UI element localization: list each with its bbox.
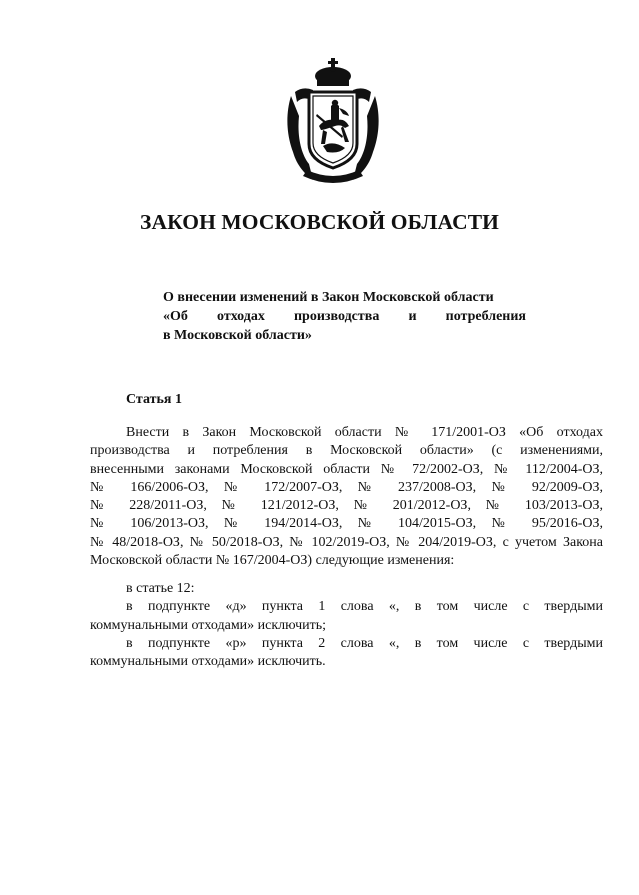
change-line: в подпункте «д» пункта 1 слова «, в том числе с твердыми [126, 599, 603, 615]
changes-list [90, 580, 603, 671]
change-line: коммунальными отходами» исключить; [90, 617, 327, 633]
change-line: коммунальными отходами» исключить. [90, 654, 326, 670]
paragraph-line: № 166/2006-ОЗ, № 172/2007-ОЗ, № 237/2008-ОЗ, № 92/2009-ОЗ, [90, 479, 603, 495]
paragraph-line: Московской области № 167/2004-ОЗ) следующие изменения: [90, 553, 455, 569]
paragraph-line: № 48/2018-ОЗ, № 50/2018-ОЗ, № 102/2019-ОЗ, № 204/2019-ОЗ, с учетом Закона [90, 534, 603, 550]
article-heading: Статья 1 [126, 392, 182, 407]
paragraph-line: № 228/2011-ОЗ, № 121/2012-ОЗ, № 201/2012-ОЗ, № 103/2013-ОЗ, [90, 498, 603, 514]
subject-line: «Об отходах производства и потребления [163, 309, 526, 324]
article-paragraph [90, 424, 603, 570]
law-title: ЗАКОН МОСКОВСКОЙ ОБЛАСТИ [140, 210, 499, 234]
change-line: в подпункте «р» пункта 2 слова «, в том числе с твердыми [126, 635, 603, 651]
change-line: в статье 12: [126, 581, 195, 596]
coat-of-arms-icon [283, 56, 383, 188]
paragraph-line: Внести в Закон Московской области № 171/2001-ОЗ «Об отходах [126, 425, 603, 440]
law-subject [163, 288, 526, 345]
paragraph-line: производства и потребления в Московской области» (с изменениями, [90, 443, 603, 459]
subject-line: О внесении изменений в Закон Московской области [163, 290, 494, 305]
subject-line: в Московской области» [163, 328, 312, 343]
paragraph-line: внесенными законами Московской области № 72/2002-ОЗ, № 112/2004-ОЗ, [90, 461, 603, 477]
paragraph-line: № 106/2013-ОЗ, № 194/2014-ОЗ, № 104/2015-ОЗ, № 95/2016-ОЗ, [90, 516, 603, 532]
